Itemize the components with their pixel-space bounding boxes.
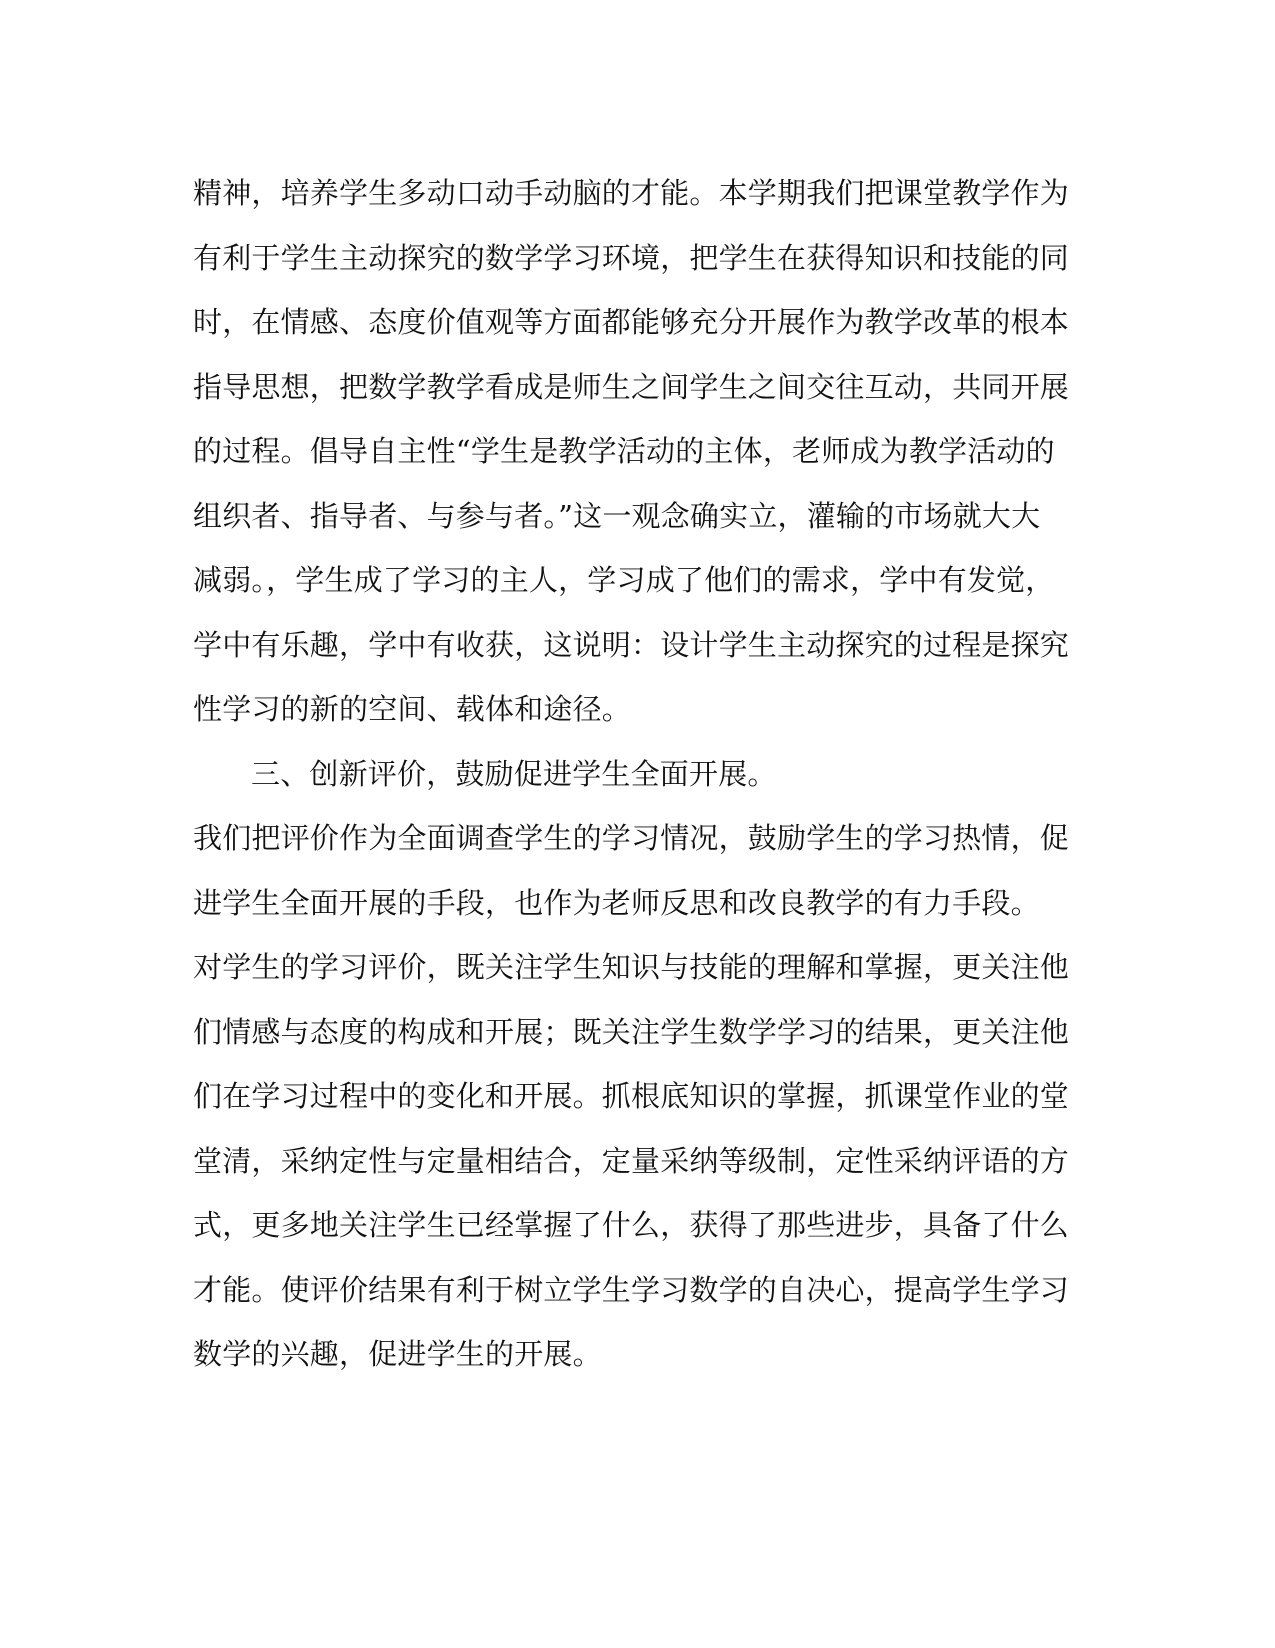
text-line: 对学生的学习评价，既关注学生知识与技能的理解和掌握，更关注他: [193, 950, 1070, 984]
text-line: 们在学习过程中的变化和开展。抓根底知识的掌握，抓课堂作业的堂: [193, 1079, 1070, 1113]
text-line: 式，更多地关注学生已经掌握了什么，获得了那些进步，具备了什么: [193, 1208, 1070, 1242]
text-line: 的过程。倡导自主性“学生是教学活动的主体，老师成为教学活动的: [193, 434, 1055, 468]
text-line: 组织者、指导者、与参与者。”这一观念确实立，灌输的市场就大大: [193, 498, 1041, 533]
text-line: 进学生全面开展的手段，也作为老师反思和改良教学的有力手段。: [193, 885, 1040, 920]
text-line: 减弱。，学生成了学习的主人，学习成了他们的需求，学中有发觉，: [193, 563, 1055, 597]
text-line: 我们把评价作为全面调查学生的学习情况，鼓励学生的学习热情，促: [193, 821, 1070, 855]
section-heading: 三、创新评价，鼓励促进学生全面开展。: [251, 756, 777, 791]
document-body: [193, 161, 1073, 1387]
text-line: 指导思想，把数学教学看成是师生之间学生之间交往互动，共同开展: [193, 369, 1070, 404]
text-line: 精神，培养学生多动口动手动脑的才能。本学期我们把课堂教学作为: [193, 176, 1070, 210]
text-line: 数学的兴趣，促进学生的开展。: [193, 1337, 602, 1371]
text-line: 时，在情感、态度价值观等方面都能够充分开展作为教学改革的根本: [193, 305, 1070, 339]
text-line: 性学习的新的空间、载体和途径。: [193, 692, 632, 726]
text-line: 堂清，采纳定性与定量相结合，定量采纳等级制，定性采纳评语的方: [193, 1143, 1070, 1178]
text-line: 们情感与态度的构成和开展；既关注学生数学学习的结果，更关注他: [193, 1014, 1070, 1049]
text-line: 才能。使评价结果有利于树立学生学习数学的自决心，提高学生学习: [193, 1272, 1070, 1307]
text-line: 有利于学生主动探究的数学学习环境，把学生在获得知识和技能的同: [193, 240, 1070, 275]
text-line: 学中有乐趣，学中有收获，这说明：设计学生主动探究的过程是探究: [193, 627, 1070, 662]
